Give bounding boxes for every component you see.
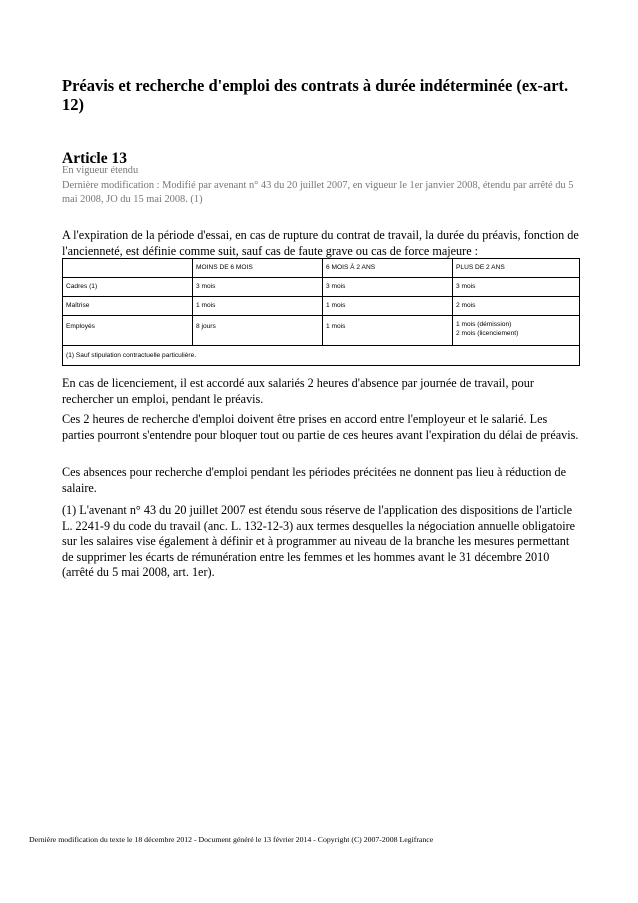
table-header-cell: PLUS DE 2 ANS [453,259,580,278]
table-cell-line: 2 mois (licenciement) [456,330,519,337]
modification-note: Dernière modification : Modifié par avenant n° 43 du 20 juillet 2007, en vigueur le 1er janvier 2008, étendu par arrêté du 5 mai 2008, JO du 15 mai 2008. (1) [62,180,574,205]
status-label: En vigueur étendu [62,165,139,176]
table-header-cell [63,259,193,278]
page-title: Préavis et recherche d'emploi des contrats à durée indéterminée (ex-art. 12) [62,76,569,114]
table-cell: Cadres (1) [63,278,193,297]
page-footer: Dernière modification du texte le 18 décembre 2012 - Document généré le 13 février 2014 - Copyright (C) 2007-2008 Legifrance [29,835,434,844]
table-cell: 2 mois [453,297,580,316]
table-row [63,297,580,316]
table-cell: 1 mois [323,297,453,316]
intro-paragraph: A l'expiration de la période d'essai, en cas de rupture du contrat de travail, la durée du préavis, fonction de l'ancienneté, est définie comme suit, sauf cas de faute grave ou cas de force majeure : [62,228,579,258]
table-header-cell: MOINS DE 6 MOIS [193,259,323,278]
table-row [63,278,580,297]
notice-period-table [62,258,580,366]
body-paragraph: En cas de licenciement, il est accordé aux salariés 2 heures d'absence par journée de travail, pour rechercher un emploi, pendant le préavis. [62,376,534,406]
table-cell: 8 jours [193,316,323,346]
body-paragraph: (1) L'avenant n° 43 du 20 juillet 2007 est étendu sous réserve de l'application des dispositions de l'article L. 2241-9 du code du travail (anc. L. 132-12-3) aux termes desquelles la négociation annuelle obligatoire sur les salaires vise également à définir et à programmer au niveau de la branche les mesures permettant de supprimer les écarts de rémunération entre les femmes et les hommes avant le 31 décembre 2010 (arrêté du 5 mai 2008, art. 1er). [62,503,576,579]
table-cell-line: 1 mois (démission) [456,321,512,328]
body-paragraph: Ces absences pour recherche d'emploi pendant les périodes précitées ne donnent pas lieu à réduction de salaire. [62,465,567,495]
table-footnote: (1) Sauf stipulation contractuelle particulière. [63,346,580,366]
table-cell: 3 mois [193,278,323,297]
table-footnote-row [63,346,580,366]
table-cell: Employés [63,316,193,346]
table-cell: 3 mois [323,278,453,297]
table-cell: 1 mois [323,316,453,346]
body-paragraph: Ces 2 heures de recherche d'emploi doivent être prises en accord entre l'employeur et le salarié. Les parties pourront s'entendre pour bloquer tout ou partie de ces heures avant l'expiration du délai de préavis. [62,412,579,442]
table-row [63,316,580,346]
article-heading: Article 13 [62,150,127,167]
table-header-row [63,259,580,278]
table-cell: 1 mois [193,297,323,316]
table-cell [453,316,580,346]
table-header-cell: 6 MOIS À 2 ANS [323,259,453,278]
table-cell: 3 mois [453,278,580,297]
table-cell: Maîtrise [63,297,193,316]
